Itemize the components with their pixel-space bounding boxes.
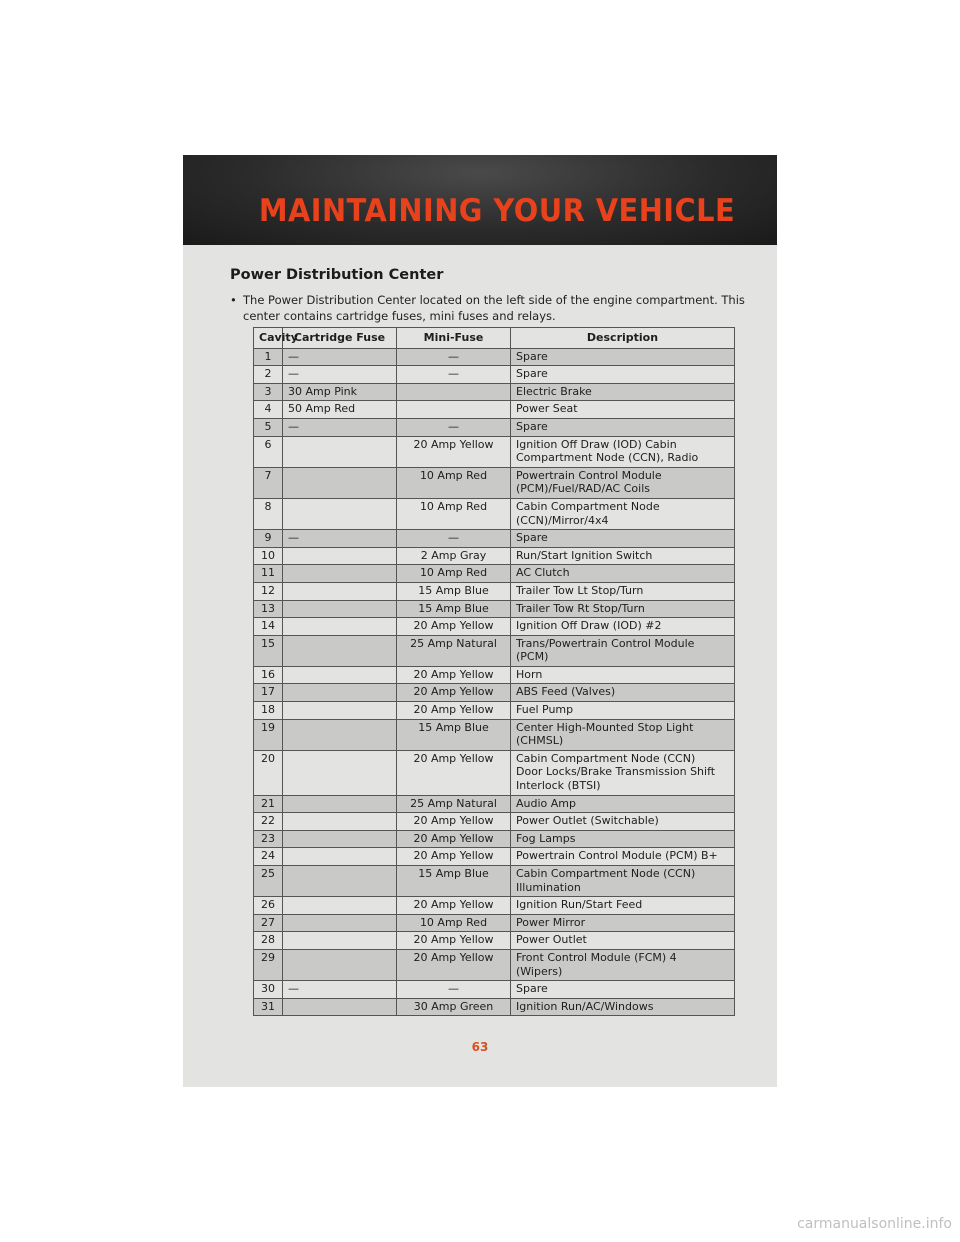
cavity-cell: 4 — [254, 401, 283, 419]
cartridge-fuse-cell — [283, 702, 397, 720]
table-row — [254, 666, 735, 684]
description-cell: Cabin Compartment Node (CCN) Door Locks/Brake Transmission Shift Interlock (BTSI) — [511, 750, 735, 795]
cavity-cell: 10 — [254, 547, 283, 565]
manual-page — [183, 155, 777, 1087]
mini-fuse-cell: — — [397, 530, 511, 548]
intro-bullet — [230, 292, 750, 324]
cavity-cell: 2 — [254, 366, 283, 384]
cavity-cell: 26 — [254, 897, 283, 915]
cartridge-fuse-cell — [283, 467, 397, 498]
mini-fuse-cell: 20 Amp Yellow — [397, 750, 511, 795]
table-row — [254, 418, 735, 436]
header-mini-fuse: Mini-Fuse — [397, 328, 511, 349]
table-row — [254, 949, 735, 980]
table-row — [254, 600, 735, 618]
description-cell: Run/Start Ignition Switch — [511, 547, 735, 565]
description-cell: Cabin Compartment Node (CCN) Illumination — [511, 866, 735, 897]
table-row — [254, 498, 735, 529]
section-title: Power Distribution Center — [230, 267, 444, 283]
cavity-cell: 9 — [254, 530, 283, 548]
mini-fuse-cell: — — [397, 418, 511, 436]
mini-fuse-cell: 20 Amp Yellow — [397, 666, 511, 684]
cartridge-fuse-cell — [283, 666, 397, 684]
cartridge-fuse-cell — [283, 998, 397, 1016]
cartridge-fuse-cell — [283, 914, 397, 932]
cartridge-fuse-cell — [283, 582, 397, 600]
description-cell: Trailer Tow Rt Stop/Turn — [511, 600, 735, 618]
cartridge-fuse-cell — [283, 830, 397, 848]
mini-fuse-cell — [397, 401, 511, 419]
description-cell: Power Outlet (Switchable) — [511, 813, 735, 831]
description-cell: Spare — [511, 348, 735, 366]
table-row — [254, 830, 735, 848]
mini-fuse-cell: 15 Amp Blue — [397, 866, 511, 897]
mini-fuse-cell: 10 Amp Red — [397, 914, 511, 932]
cartridge-fuse-cell: 50 Amp Red — [283, 401, 397, 419]
cavity-cell: 3 — [254, 383, 283, 401]
mini-fuse-cell: 20 Amp Yellow — [397, 897, 511, 915]
description-cell: Power Outlet — [511, 932, 735, 950]
mini-fuse-cell — [397, 383, 511, 401]
cartridge-fuse-cell: — — [283, 981, 397, 999]
table-row — [254, 530, 735, 548]
cartridge-fuse-cell — [283, 565, 397, 583]
mini-fuse-cell: 20 Amp Yellow — [397, 684, 511, 702]
mini-fuse-cell: 15 Amp Blue — [397, 582, 511, 600]
mini-fuse-cell: 2 Amp Gray — [397, 547, 511, 565]
cavity-cell: 14 — [254, 618, 283, 636]
cavity-cell: 18 — [254, 702, 283, 720]
description-cell: Ignition Off Draw (IOD) Cabin Compartment Node (CCN), Radio — [511, 436, 735, 467]
cavity-cell: 28 — [254, 932, 283, 950]
cartridge-fuse-cell — [283, 436, 397, 467]
cavity-cell: 31 — [254, 998, 283, 1016]
cavity-cell: 19 — [254, 719, 283, 750]
description-cell: Spare — [511, 418, 735, 436]
table-row — [254, 436, 735, 467]
description-cell: Center High-Mounted Stop Light (CHMSL) — [511, 719, 735, 750]
table-row — [254, 635, 735, 666]
fuse-table — [253, 327, 735, 1016]
cavity-cell: 27 — [254, 914, 283, 932]
cartridge-fuse-cell — [283, 547, 397, 565]
table-row — [254, 401, 735, 419]
mini-fuse-cell: 15 Amp Blue — [397, 719, 511, 750]
mini-fuse-cell: 10 Amp Red — [397, 565, 511, 583]
table-row — [254, 366, 735, 384]
table-row — [254, 848, 735, 866]
cartridge-fuse-cell — [283, 813, 397, 831]
cartridge-fuse-cell: — — [283, 366, 397, 384]
cavity-cell: 5 — [254, 418, 283, 436]
description-cell: Front Control Module (FCM) 4 (Wipers) — [511, 949, 735, 980]
cartridge-fuse-cell — [283, 600, 397, 618]
page-number: 63 — [471, 1040, 489, 1054]
mini-fuse-cell: 20 Amp Yellow — [397, 618, 511, 636]
header-cartridge-fuse: Cartridge Fuse — [283, 328, 397, 349]
description-cell: AC Clutch — [511, 565, 735, 583]
table-row — [254, 565, 735, 583]
table-row — [254, 702, 735, 720]
description-cell: Spare — [511, 981, 735, 999]
mini-fuse-cell: — — [397, 348, 511, 366]
cartridge-fuse-cell — [283, 618, 397, 636]
description-cell: Audio Amp — [511, 795, 735, 813]
description-cell: Trans/Powertrain Control Module (PCM) — [511, 635, 735, 666]
description-cell: Electric Brake — [511, 383, 735, 401]
description-cell: Power Seat — [511, 401, 735, 419]
mini-fuse-cell: 15 Amp Blue — [397, 600, 511, 618]
table-row — [254, 897, 735, 915]
cavity-cell: 16 — [254, 666, 283, 684]
cartridge-fuse-cell — [283, 719, 397, 750]
cartridge-fuse-cell: — — [283, 418, 397, 436]
description-cell: Fog Lamps — [511, 830, 735, 848]
cartridge-fuse-cell — [283, 795, 397, 813]
cavity-cell: 13 — [254, 600, 283, 618]
table-row — [254, 618, 735, 636]
description-cell: Horn — [511, 666, 735, 684]
description-cell: Ignition Off Draw (IOD) #2 — [511, 618, 735, 636]
mini-fuse-cell: 25 Amp Natural — [397, 795, 511, 813]
mini-fuse-cell: 10 Amp Red — [397, 467, 511, 498]
mini-fuse-cell: 20 Amp Yellow — [397, 949, 511, 980]
cavity-cell: 1 — [254, 348, 283, 366]
mini-fuse-cell: 20 Amp Yellow — [397, 813, 511, 831]
cavity-cell: 11 — [254, 565, 283, 583]
description-cell: ABS Feed (Valves) — [511, 684, 735, 702]
mini-fuse-cell: 25 Amp Natural — [397, 635, 511, 666]
table-row — [254, 750, 735, 795]
table-row — [254, 547, 735, 565]
cavity-cell: 21 — [254, 795, 283, 813]
header-title: MAINTAINING YOUR VEHICLE — [258, 193, 735, 229]
cartridge-fuse-cell — [283, 932, 397, 950]
description-cell: Ignition Run/AC/Windows — [511, 998, 735, 1016]
table-row — [254, 684, 735, 702]
mini-fuse-cell: 20 Amp Yellow — [397, 436, 511, 467]
description-cell: Powertrain Control Module (PCM) B+ — [511, 848, 735, 866]
bullet-dot-icon: • — [230, 293, 237, 307]
fuse-table-body — [254, 348, 735, 1016]
cavity-cell: 6 — [254, 436, 283, 467]
mini-fuse-cell: — — [397, 366, 511, 384]
cartridge-fuse-cell — [283, 684, 397, 702]
description-cell: Power Mirror — [511, 914, 735, 932]
description-cell: Spare — [511, 530, 735, 548]
intro-text: The Power Distribution Center located on the left side of the engine compartment. This center contains cartridge fuses, mini fuses and relays. — [243, 293, 745, 323]
cartridge-fuse-cell: — — [283, 348, 397, 366]
description-cell: Fuel Pump — [511, 702, 735, 720]
cavity-cell: 7 — [254, 467, 283, 498]
cartridge-fuse-cell: — — [283, 530, 397, 548]
cartridge-fuse-cell — [283, 635, 397, 666]
table-row — [254, 383, 735, 401]
mini-fuse-cell: 30 Amp Green — [397, 998, 511, 1016]
header-description: Description — [511, 328, 735, 349]
mini-fuse-cell: 20 Amp Yellow — [397, 702, 511, 720]
table-row — [254, 813, 735, 831]
mini-fuse-cell: — — [397, 981, 511, 999]
description-cell: Powertrain Control Module (PCM)/Fuel/RAD/AC Coils — [511, 467, 735, 498]
cartridge-fuse-cell — [283, 848, 397, 866]
table-row — [254, 998, 735, 1016]
cavity-cell: 23 — [254, 830, 283, 848]
description-cell: Trailer Tow Lt Stop/Turn — [511, 582, 735, 600]
cartridge-fuse-cell: 30 Amp Pink — [283, 383, 397, 401]
description-cell: Ignition Run/Start Feed — [511, 897, 735, 915]
mini-fuse-cell: 20 Amp Yellow — [397, 830, 511, 848]
fuse-table-header-row — [254, 328, 735, 349]
table-row — [254, 795, 735, 813]
description-cell: Cabin Compartment Node (CCN)/Mirror/4x4 — [511, 498, 735, 529]
mini-fuse-cell: 10 Amp Red — [397, 498, 511, 529]
header-cavity: Cavity — [254, 328, 283, 349]
section-header-banner — [183, 155, 777, 245]
table-row — [254, 719, 735, 750]
cavity-cell: 25 — [254, 866, 283, 897]
table-row — [254, 932, 735, 950]
cavity-cell: 8 — [254, 498, 283, 529]
mini-fuse-cell: 20 Amp Yellow — [397, 848, 511, 866]
cavity-cell: 15 — [254, 635, 283, 666]
cavity-cell: 17 — [254, 684, 283, 702]
watermark: carmanualsonline.info — [797, 1216, 952, 1232]
table-row — [254, 866, 735, 897]
table-row — [254, 348, 735, 366]
cavity-cell: 24 — [254, 848, 283, 866]
description-cell: Spare — [511, 366, 735, 384]
cavity-cell: 30 — [254, 981, 283, 999]
cavity-cell: 20 — [254, 750, 283, 795]
cavity-cell: 12 — [254, 582, 283, 600]
cartridge-fuse-cell — [283, 750, 397, 795]
table-row — [254, 467, 735, 498]
cartridge-fuse-cell — [283, 897, 397, 915]
table-row — [254, 914, 735, 932]
cartridge-fuse-cell — [283, 866, 397, 897]
table-row — [254, 582, 735, 600]
table-row — [254, 981, 735, 999]
cartridge-fuse-cell — [283, 949, 397, 980]
mini-fuse-cell: 20 Amp Yellow — [397, 932, 511, 950]
cavity-cell: 22 — [254, 813, 283, 831]
cavity-cell: 29 — [254, 949, 283, 980]
cartridge-fuse-cell — [283, 498, 397, 529]
